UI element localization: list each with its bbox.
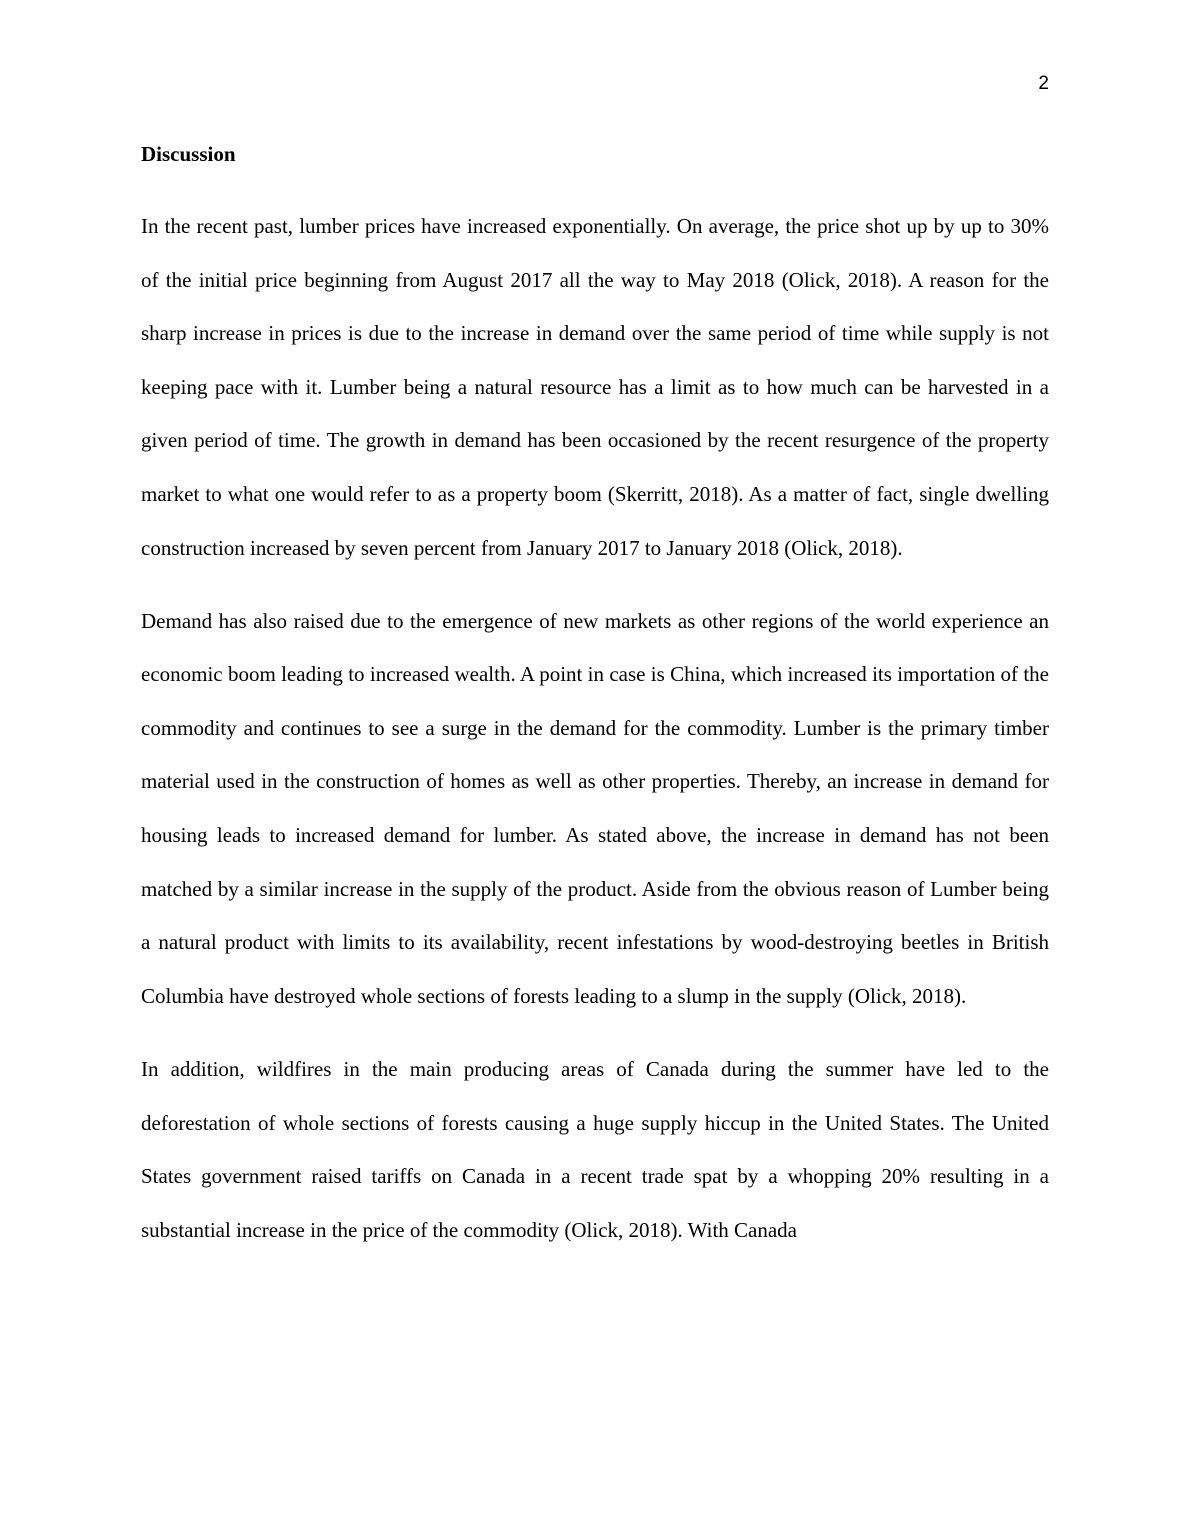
section-heading: Discussion (141, 142, 236, 166)
document-body (141, 138, 1049, 1277)
paragraph-3: In addition, wildfires in the main producing areas of Canada during the summer have led to the deforestation of whole sections of forests causing a huge supply hiccup in the United States. The United States government raised tariffs on Canada in a recent trade spat by a whopping 20% resulting in a substantial increase in the price of the commodity (Olick, 2018). With Canada (141, 1056, 1049, 1242)
page-number: 2 (1038, 73, 1049, 94)
paragraph-2: Demand has also raised due to the emergence of new markets as other regions of the world experience an economic boom leading to increased wealth. A point in case is China, which increased its importation of the commodity and continues to see a surge in the demand for the commodity. Lumber is the primary timber material used in the construction of homes as well as other properties. Thereby, an increase in demand for housing leads to increased demand for lumber. As stated above, the increase in demand has not been matched by a similar increase in the supply of the product. Aside from the obvious reason of Lumber being a natural product with limits to its availability, recent infestations by wood-destroying beetles in British Columbia have destroyed whole sections of forests leading to a slump in the supply (Olick, 2018). (141, 608, 1049, 1008)
paragraph-1: In the recent past, lumber prices have increased exponentially. On average, the price shot up by up to 30% of the initial price beginning from August 2017 all the way to May 2018 (Olick, 2018). A reason for the sharp increase in prices is due to the increase in demand over the same period of time while supply is not keeping pace with it. Lumber being a natural resource has a limit as to how much can be harvested in a given period of time. The growth in demand has been occasioned by the recent resurgence of the property market to what one would refer to as a property boom (Skerritt, 2018). As a matter of fact, single dwelling construction increased by seven percent from January 2017 to January 2018 (Olick, 2018). (141, 214, 1049, 560)
